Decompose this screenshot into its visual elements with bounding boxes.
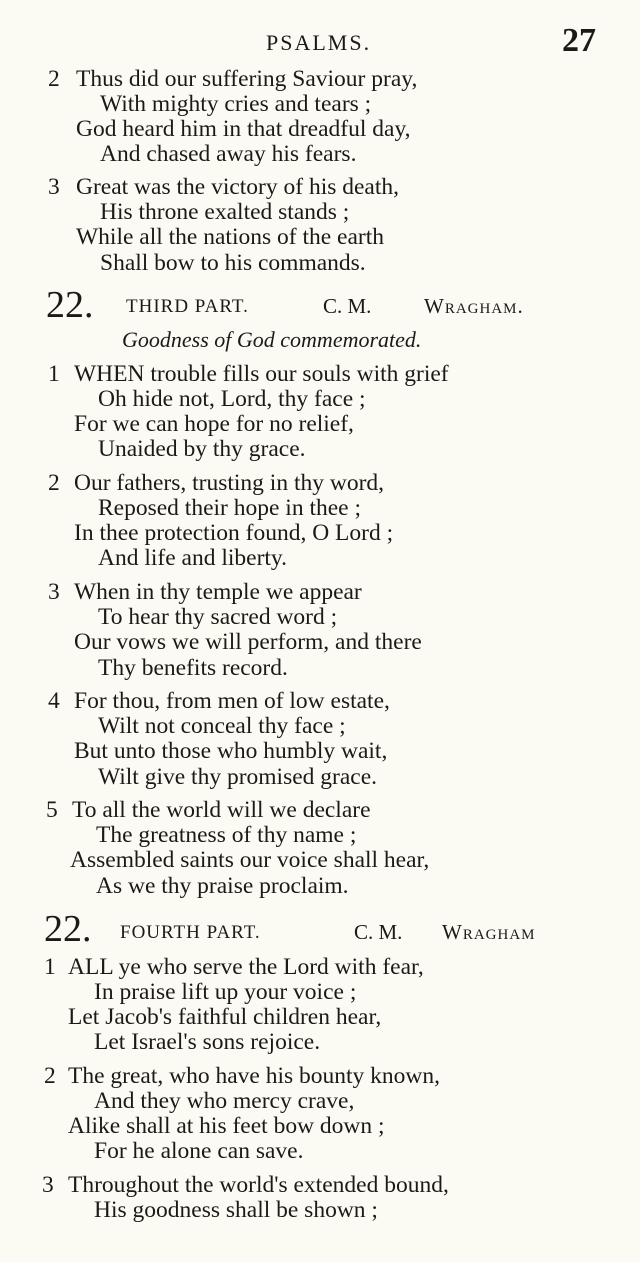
verse-number: 2 — [48, 66, 60, 92]
hymn-meter: C. M. — [323, 294, 372, 318]
verse-line: 2 The great, who have his bounty known, — [44, 1063, 441, 1089]
verse-line: But unto those who humbly wait, — [74, 738, 388, 764]
verse-line: 3 Great was the victory of his death, — [48, 174, 400, 200]
verse-number: 4 — [48, 688, 60, 714]
verse-line: Reposed their hope in thee ; — [98, 495, 361, 521]
hymn-heading — [46, 283, 94, 327]
verse-line: 5 To all the world will we declare — [46, 797, 371, 823]
verse-line: Oh hide not, Lord, thy face ; — [98, 386, 366, 412]
verse-line: God heard him in that dreadful day, — [76, 116, 411, 142]
verse-line: While all the nations of the earth — [76, 224, 385, 250]
verse-number: 1 — [44, 954, 56, 980]
hymn-meter: C. M. — [354, 920, 403, 944]
verse-line: Let Israel's sons rejoice. — [94, 1029, 321, 1055]
running-head-title: PSALMS. — [266, 30, 372, 55]
verse-line: 2 Our fathers, trusting in thy word, — [48, 470, 385, 496]
verse-line: 1 WHEN trouble fills our souls with grief — [48, 361, 449, 387]
verse-number: 3 — [42, 1172, 54, 1198]
verse-number: 3 — [48, 579, 60, 605]
hymn-number: 22. — [46, 284, 94, 326]
page-number: 27 — [562, 22, 596, 59]
verse-line: With mighty cries and tears ; — [100, 91, 372, 117]
verse-number: 5 — [46, 797, 58, 823]
verse-line: Wilt give thy promised grace. — [98, 764, 378, 790]
verse-line: Unaided by thy grace. — [98, 436, 306, 462]
hymn-heading — [44, 907, 92, 951]
hymn-part: FOURTH PART. — [120, 922, 261, 943]
verse-line: 3 When in thy temple we appear — [48, 579, 362, 605]
verse-line: 4 For thou, from men of low estate, — [48, 688, 390, 714]
verse-line: And they who mercy crave, — [94, 1088, 355, 1114]
verse-line: Alike shall at his feet bow down ; — [68, 1113, 385, 1139]
verse-line: Our vows we will perform, and there — [74, 629, 422, 655]
hymn-part: THIRD PART. — [126, 296, 249, 317]
verse-line: And chased away his fears. — [100, 141, 357, 167]
hymn-subtitle: Goodness of God commemorated. — [122, 327, 422, 352]
verse-number: 2 — [48, 470, 60, 496]
verse-line: Let Jacob's faithful children hear, — [68, 1004, 382, 1030]
verse-line: And life and liberty. — [98, 545, 288, 571]
verse-line: Assembled saints our voice shall hear, — [70, 847, 430, 873]
verse-line: Wilt not conceal thy face ; — [98, 713, 346, 739]
verse-line: 3 Throughout the world's extended bound, — [42, 1172, 449, 1198]
verse-line: For we can hope for no relief, — [74, 411, 354, 437]
verse-line: 2 Thus did our suffering Saviour pray, — [48, 66, 418, 92]
verse-number: 1 — [48, 361, 60, 387]
verse-number: 2 — [44, 1063, 56, 1089]
hymn-number: 22. — [44, 908, 92, 950]
running-head — [0, 22, 640, 62]
verse-line: His goodness shall be shown ; — [94, 1197, 378, 1223]
verse-line: As we thy praise proclaim. — [96, 873, 349, 899]
hymn-author: Wragham — [442, 920, 536, 944]
verse-line: In praise lift up your voice ; — [94, 979, 357, 1005]
verse-line: For he alone can save. — [94, 1138, 304, 1164]
verse-line: 1 ALL ye who serve the Lord with fear, — [44, 954, 424, 980]
verse-line: Thy benefits record. — [98, 655, 288, 681]
verse-line: His throne exalted stands ; — [100, 199, 350, 225]
verse-line: To hear thy sacred word ; — [98, 604, 338, 630]
hymn-author: Wragham. — [424, 294, 524, 318]
verse-number: 3 — [48, 174, 60, 200]
verse-line: Shall bow to his commands. — [100, 250, 366, 276]
verse-line: In thee protection found, O Lord ; — [74, 520, 394, 546]
verse-line: The greatness of thy name ; — [96, 822, 357, 848]
